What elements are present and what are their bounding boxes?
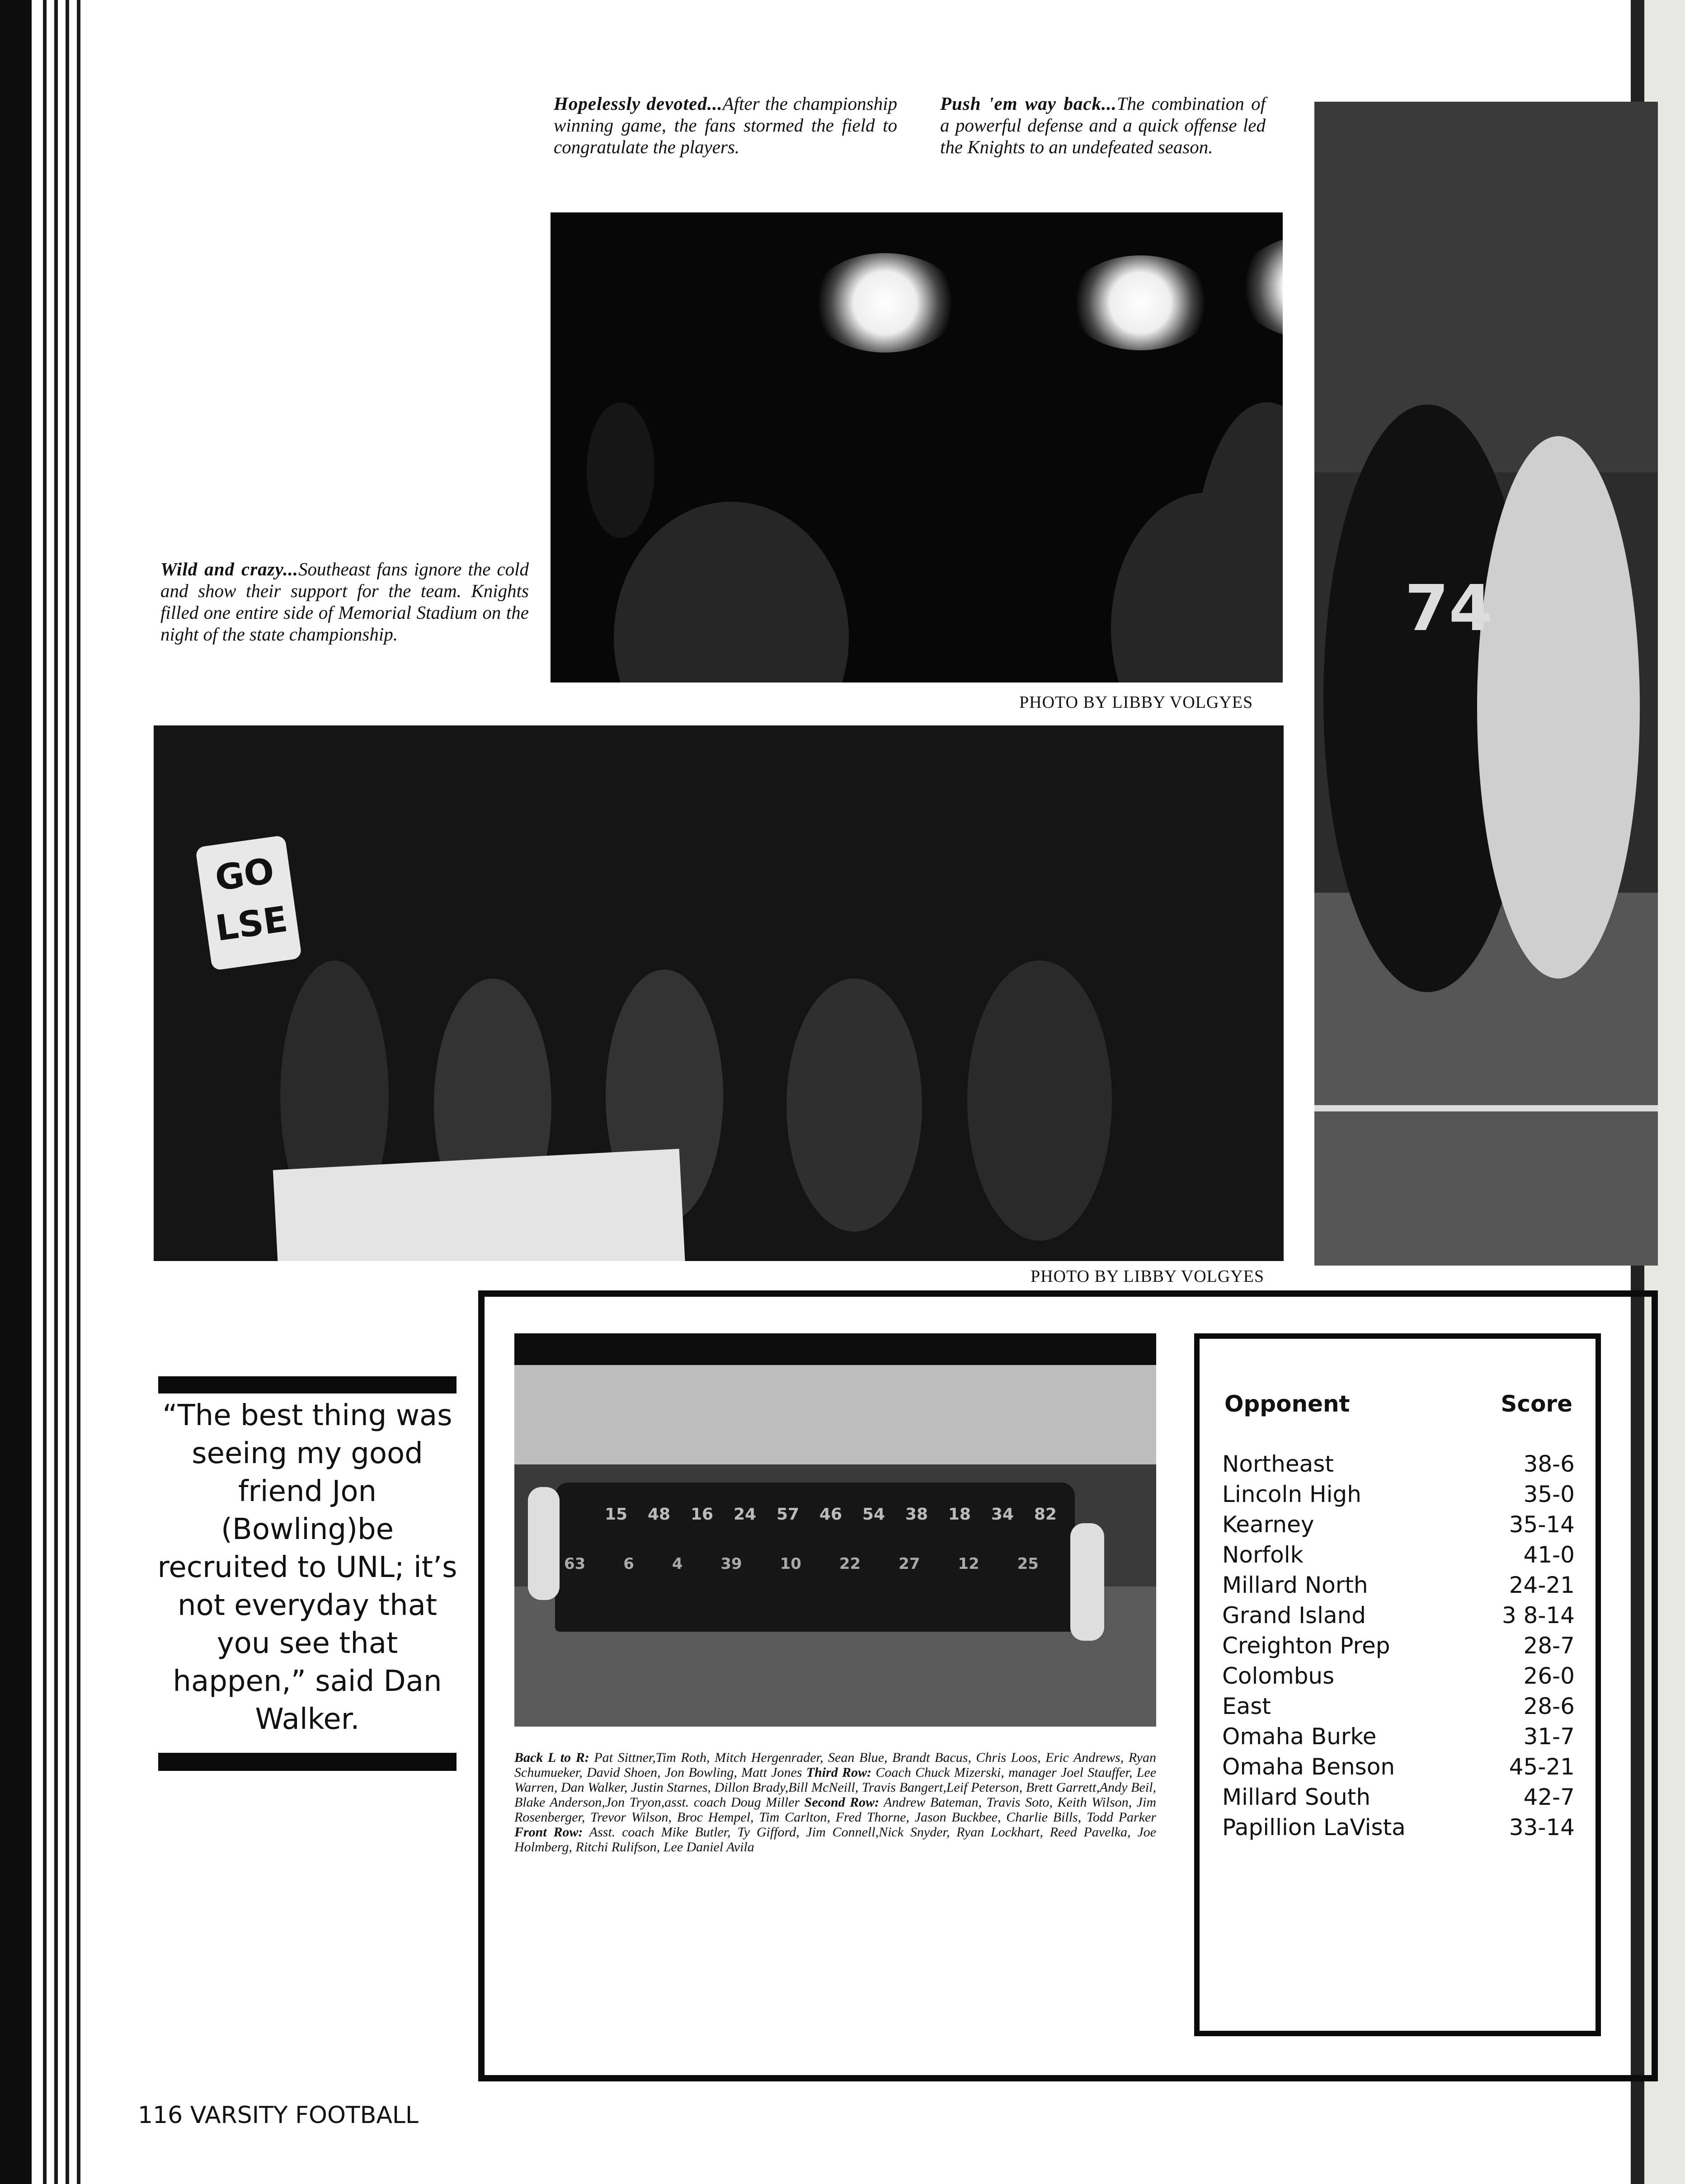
caption-text: The combination of a powerful defense and a quick offense led the Knights to an undefeated season. [940,93,1266,157]
score-row [1222,1723,1575,1754]
score-row [1222,1814,1575,1845]
page-footer [138,2102,419,2129]
roster-label-third: Third Row: [806,1765,872,1780]
game-score: 3 8-14 [1501,1602,1575,1629]
score-row [1222,1784,1575,1814]
roster-label-back: Back L to R: [514,1750,589,1765]
opponent-name: Omaha Burke [1222,1723,1377,1750]
score-row [1222,1542,1575,1572]
photo-credit: PHOTO BY LIBBY VOLGYES [1019,693,1253,712]
opponent-name: Millard North [1222,1572,1368,1598]
quote-bar-top [158,1376,457,1393]
caption-hopelessly-devoted [554,93,897,158]
book-spine [0,0,86,2184]
game-score: 41-0 [1523,1542,1575,1568]
score-row [1222,1511,1575,1542]
game-score: 42-7 [1523,1784,1575,1810]
opponent-name: Omaha Benson [1222,1754,1395,1780]
score-row [1222,1633,1575,1663]
score-row [1222,1754,1575,1784]
game-score: 31-7 [1523,1723,1575,1750]
game-score: 45-21 [1509,1754,1575,1780]
tree-line [514,1333,1156,1365]
jersey-number: 25 [1017,1555,1039,1573]
stadium-light [810,253,960,353]
caption-text: After the championship winning game, the fans stormed the field to congratulate the players. [554,93,897,157]
photo-fans-in-stands [154,725,1284,1261]
column-score: Score [1501,1391,1572,1417]
scoreboard-header [1224,1391,1572,1417]
jersey-number: 18 [948,1505,971,1524]
game-score: 24-21 [1509,1572,1575,1598]
opponent-name: Kearney [1222,1511,1314,1538]
game-score: 35-0 [1523,1481,1575,1507]
quote-bar-bottom [158,1753,457,1771]
roster-back-row: Pat Sittner,Tim Roth, Mitch Hergenrader, Sean Blue, Brandt Bacus, Chris Loos, Eric Andrews, Ryan Schumueker, David Shoen, Jon Bowling, Matt Jones [514,1750,1157,1780]
jersey-number: 22 [839,1555,861,1573]
team-photo [514,1333,1156,1727]
go-lse-sign: GO LSE [195,835,302,970]
jersey-number: 4 [672,1555,683,1573]
opponent-name: Northeast [1222,1451,1334,1477]
fan-silhouette [587,402,654,538]
opponent-name: Millard South [1222,1784,1371,1810]
stadium-light [1238,235,1283,339]
fan-silhouette [1192,402,1283,682]
jersey-number: 38 [905,1505,928,1524]
jersey-number: 46 [819,1505,842,1524]
stadium-light [1068,255,1213,350]
opponent-name: Grand Island [1222,1602,1366,1629]
page-number: 116 [138,2102,183,2129]
opponent-name: Lincoln High [1222,1481,1361,1507]
caption-push-em-way-back [940,93,1266,158]
game-score: 28-7 [1523,1633,1575,1659]
jersey-number: 82 [1034,1505,1057,1524]
jersey-number: 6 [623,1555,634,1573]
turf [1314,893,1658,1266]
jersey-number: 34 [991,1505,1014,1524]
roster-label-front: Front Row: [514,1825,583,1840]
stands-background [1314,102,1658,472]
caption-lead: Wild and crazy... [160,559,299,579]
jersey-number: 10 [780,1555,801,1573]
scoreboard-rows [1222,1451,1575,1845]
yard-line [1314,1105,1658,1111]
roster-third-row: Coach Chuck Mizerski, manager Joel Stauffer, Lee Warren, Dan Walker, Justin Starnes, Dillon Brady,Bill McNeill, Travis Bangert,Leif Peterson, Brett Garrett,Andy Beil, Blake Anderson,Jon Tryon,asst. coach Doug Miller [514,1765,1157,1810]
team-roster-caption [514,1750,1156,1855]
opponent-name: Papillion LaVista [1222,1814,1406,1840]
player-silhouette [1477,436,1640,979]
jersey-number: 39 [720,1555,742,1573]
coach-figure [1070,1523,1104,1641]
jersey-number: 54 [862,1505,885,1524]
season-scoreboard [1194,1333,1601,2036]
game-score: 26-0 [1523,1663,1575,1689]
jersey-number: 27 [899,1555,920,1573]
score-row [1222,1663,1575,1693]
photo-fans-storm-field [551,212,1283,682]
caption-lead: Push 'em way back... [940,93,1117,114]
game-score: 28-6 [1523,1693,1575,1719]
caption-text: Southeast fans ignore the cold and show their support for the team. Knights filled one entire side of Memorial Stadium on the night of the state championship. [160,559,529,645]
photo-credit: PHOTO BY LIBBY VOLGYES [1031,1267,1265,1286]
jersey-number: 74 [1405,572,1493,645]
jersey-row-front [564,1555,1039,1573]
game-score: 35-14 [1509,1511,1575,1538]
roster-front-row: Asst. coach Mike Butler, Ty Gifford, Jim Connell,Nick Snyder, Ryan Lockhart, Reed Pavelka, Joe Holmberg, Ritchi Rulifson, Lee Daniel Avila [514,1825,1156,1855]
jersey-number: 57 [776,1505,800,1524]
opponent-name: Norfolk [1222,1542,1304,1568]
fan-silhouette [967,960,1112,1241]
fan-silhouette [786,979,922,1232]
opponent-name: Colombus [1222,1663,1335,1689]
opponent-name: Creighton Prep [1222,1633,1390,1659]
jersey-number: 12 [958,1555,979,1573]
caption-lead: Hopelessly devoted... [554,93,723,114]
score-row [1222,1451,1575,1481]
game-score: 38-6 [1523,1451,1575,1477]
section-title: VARSITY FOOTBALL [190,2102,419,2129]
game-score: 33-14 [1509,1814,1575,1840]
column-opponent: Opponent [1224,1391,1350,1417]
jersey-number: 63 [564,1555,586,1573]
player-quote: “The best thing was seeing my good friend Jon (Bowling)be recruited to UNL; it’s not everyday that you see that happen,” said Dan Walker. [157,1399,457,1736]
score-row [1222,1481,1575,1511]
sky [514,1365,1156,1464]
jersey-row-back [605,1505,1057,1524]
score-row [1222,1602,1575,1633]
jersey-number: 24 [733,1505,757,1524]
score-row [1222,1693,1575,1723]
roster-label-second: Second Row: [804,1795,880,1810]
fan-silhouette [614,502,849,682]
photo-football-action [1314,102,1658,1266]
score-row [1222,1572,1575,1602]
opponent-name: East [1222,1693,1271,1719]
coach-figure [528,1487,560,1600]
roster-second-row: Andrew Bateman, Travis Soto, Keith Wilson, Jim Rosenberger, Trevor Wilson, Broc Hempel, Tim Carlton, Fred Thorne, Jason Buckbee, Charlie Bills, Todd Parker [514,1795,1156,1825]
jersey-number: 15 [605,1505,628,1524]
caption-wild-and-crazy [160,558,529,645]
jersey-number: 48 [647,1505,671,1524]
jersey-number: 16 [690,1505,714,1524]
